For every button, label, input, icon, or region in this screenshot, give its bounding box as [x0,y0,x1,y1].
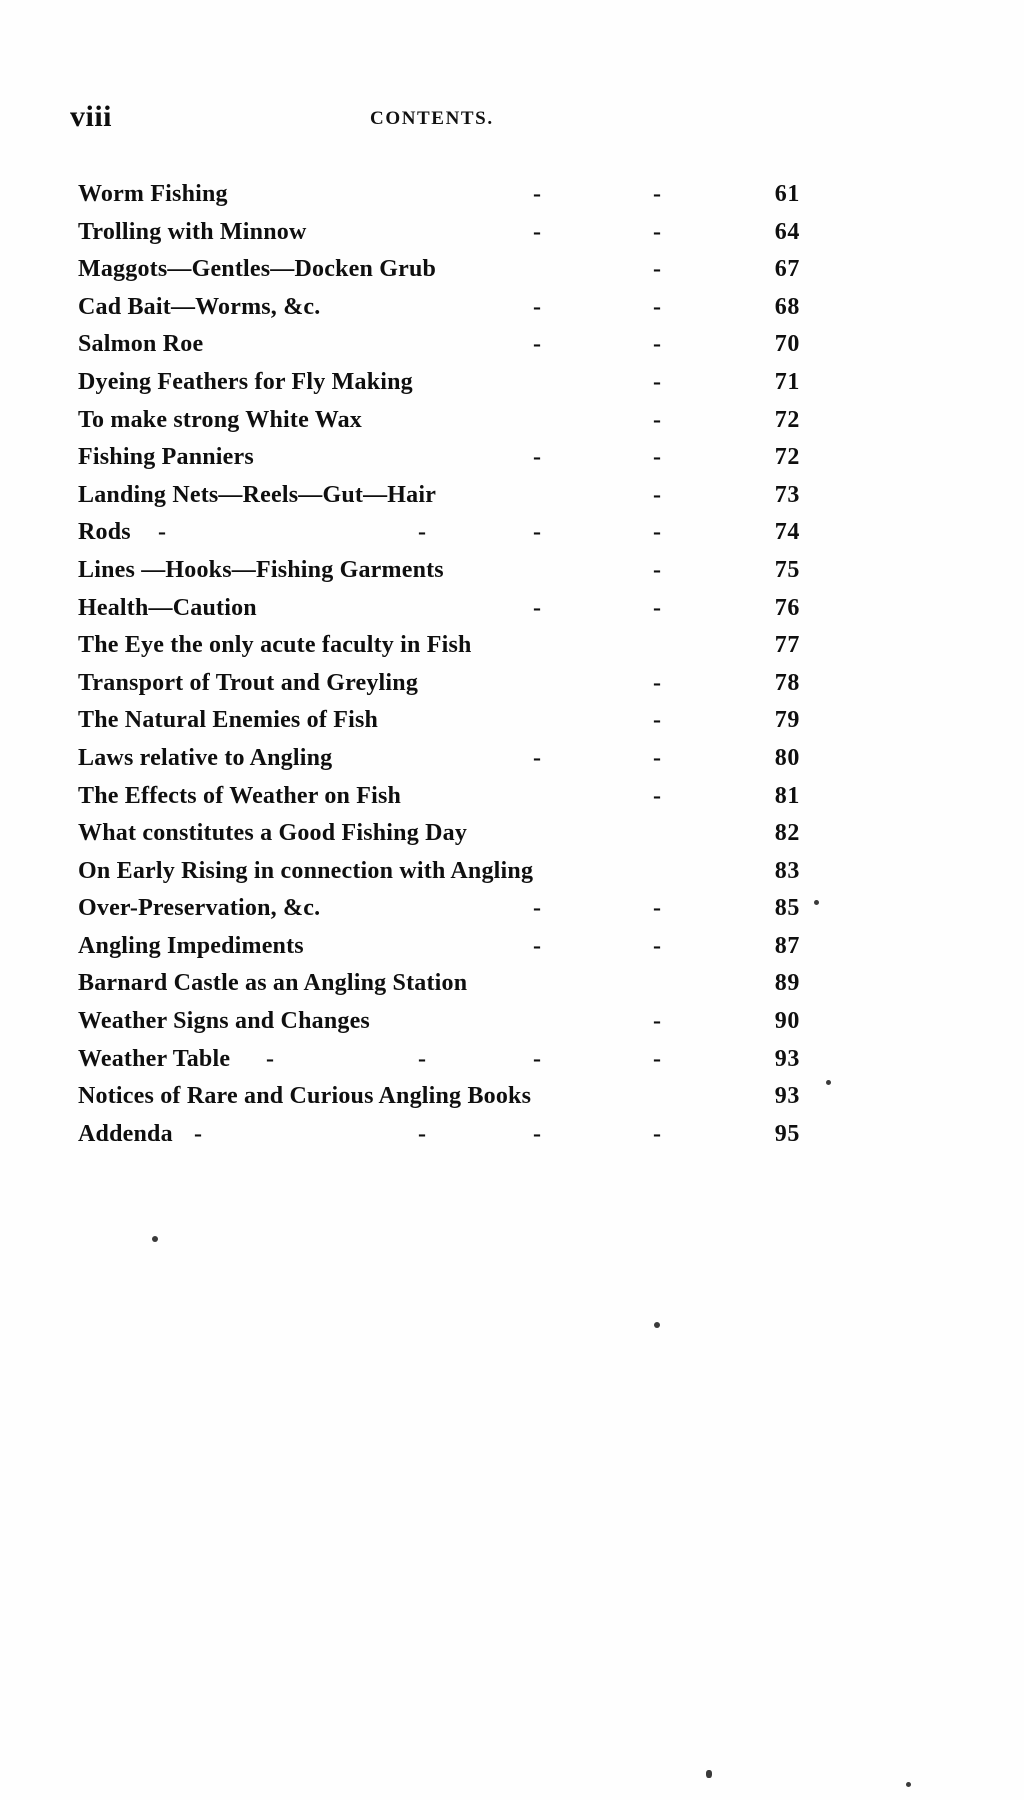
toc-entry-title: Fishing Panniers [78,444,254,471]
toc-entry[interactable] [78,439,818,477]
toc-entry-title: The Effects of Weather on Fish [78,782,402,809]
folio-number: viii [70,100,113,133]
toc-entry-page-number: 95 [774,1120,800,1147]
toc-entry[interactable] [78,364,818,402]
toc-leader-dash: - [533,1120,541,1147]
toc-leader-dash: - [533,331,541,358]
print-speck [906,1782,911,1787]
print-speck [152,1236,158,1242]
print-speck [814,900,819,905]
toc-leader-dash: - [653,744,661,771]
toc-entry-title: Cad Bait—Worms, &c. [78,293,321,320]
toc-entry-page-number: 72 [774,406,800,433]
toc-entry-page-number: 81 [774,782,800,809]
toc-entry[interactable] [78,1041,818,1079]
toc-entry-title: Worm Fishing [78,181,228,207]
toc-entry[interactable] [78,1116,818,1154]
toc-entry[interactable] [78,176,818,214]
toc-leader-dash: - [653,932,661,959]
toc-entry-title: Rods [78,519,131,546]
toc-leader-dash: - [653,895,661,922]
toc-entry-title: Weather Table [78,1045,231,1072]
toc-entry[interactable] [78,853,818,891]
toc-leader-dash: - [533,444,541,471]
toc-leader-dash: - [653,218,661,245]
toc-leader-dash: - [418,1045,426,1072]
toc-entry[interactable] [78,402,818,440]
toc-entry-page-number: 71 [774,368,800,395]
toc-entry[interactable] [78,1003,818,1041]
toc-leader-dash: - [533,1045,541,1072]
toc-entry[interactable] [78,928,818,966]
toc-leader-dash: - [653,1120,661,1147]
toc-entry[interactable] [78,251,818,289]
toc-entry-title: Landing Nets—Reels—Gut—Hair [78,481,437,508]
toc-leader-dash: - [653,594,661,621]
toc-entry-page-number: 75 [774,556,800,583]
toc-entry[interactable] [78,778,818,816]
toc-entry-title: Lines —Hooks—Fishing Garments [78,556,444,583]
toc-entry-page-number: 82 [774,820,800,847]
toc-entry[interactable] [78,740,818,778]
toc-entry-page-number: 74 [774,519,800,546]
toc-leader-dash: - [533,519,541,546]
toc-leader-dash: - [418,519,426,546]
toc-leader-dash: - [533,895,541,922]
toc-entry-title: On Early Rising in connection with Angling [78,857,534,884]
toc-entry-page-number: 72 [774,444,800,471]
toc-leader-dash: - [533,218,541,245]
toc-leader-dash: - [533,932,541,959]
toc-entry[interactable] [78,477,818,515]
toc-leader-dash: - [653,1045,661,1072]
running-head: CONTENTS. [370,108,494,129]
toc-leader-dash: - [158,519,166,546]
toc-leader-dash: - [653,406,661,433]
toc-leader-dash: - [653,519,661,546]
toc-entry-page-number: 70 [774,331,800,358]
toc-entry-page-number: 77 [774,632,800,659]
print-speck [654,1322,660,1328]
toc-leader-dash: - [653,669,661,696]
toc-leader-dash: - [653,331,661,358]
toc-entry[interactable] [78,514,818,552]
toc-leader-dash: - [653,707,661,734]
toc-entry-title: To make strong White Wax [78,406,362,433]
toc-entry-title: Salmon Roe [78,331,204,358]
toc-entry-title: Health—Caution [78,594,257,621]
toc-entry-title: Dyeing Feathers for Fly Making [78,368,413,395]
toc-leader-dash: - [533,181,541,207]
toc-entry-title: The Eye the only acute faculty in Fish [78,632,472,659]
toc-entry[interactable] [78,702,818,740]
toc-entry[interactable] [78,665,818,703]
page-header [70,100,954,140]
toc-entry-page-number: 83 [774,857,800,884]
toc-entry[interactable] [78,326,818,364]
toc-entry-page-number: 80 [774,744,800,771]
toc-entry-title: Trolling with Minnow [78,218,307,245]
toc-entry-page-number: 93 [774,1083,800,1110]
toc-entry-title: Laws relative to Angling [78,744,333,771]
toc-leader-dash: - [418,1120,426,1147]
toc-entry[interactable] [78,552,818,590]
toc-entry-page-number: 87 [774,932,800,959]
toc-entry-title: The Natural Enemies of Fish [78,707,379,734]
toc-leader-dash: - [266,1045,274,1072]
toc-entry-page-number: 64 [774,218,800,245]
toc-entry-page-number: 89 [774,970,800,997]
toc-leader-dash: - [653,782,661,809]
toc-entry-title: Addenda [78,1120,173,1147]
toc-entry-page-number: 67 [774,256,800,283]
toc-entry-title: Transport of Trout and Greyling [78,669,419,696]
toc-entry-title: Over-Preservation, &c. [78,895,321,922]
toc-entry[interactable] [78,1078,818,1116]
toc-entry-title: Angling Impediments [78,932,304,959]
toc-entry-page-number: 93 [774,1045,800,1072]
toc-leader-dash: - [653,368,661,395]
toc-entry-title: Weather Signs and Changes [78,1008,370,1035]
toc-entry[interactable] [78,289,818,327]
toc-entry-page-number: 61 [774,181,800,207]
toc-entry-page-number: 76 [774,594,800,621]
toc-entry[interactable] [78,890,818,928]
toc-leader-dash: - [653,293,661,320]
toc-leader-dash: - [653,181,661,207]
toc-entry-page-number: 78 [774,669,800,696]
toc-leader-dash: - [533,293,541,320]
toc-leader-dash: - [653,1008,661,1035]
toc-entry[interactable] [78,214,818,252]
toc-entry-page-number: 85 [774,895,800,922]
toc-entry-page-number: 90 [774,1008,800,1035]
toc-leader-dash: - [653,556,661,583]
toc-entry-page-number: 79 [774,707,800,734]
toc-leader-dash: - [653,481,661,508]
toc-entry[interactable] [78,815,818,853]
toc-leader-dash: - [533,594,541,621]
table-of-contents [78,176,818,1153]
toc-leader-dash: - [533,744,541,771]
toc-leader-dash: - [653,256,661,283]
toc-entry[interactable] [78,590,818,628]
print-speck [706,1770,712,1778]
toc-entry[interactable] [78,965,818,1003]
toc-leader-dash: - [194,1120,202,1147]
toc-entry-title: Maggots—Gentles—Docken Grub [78,256,437,283]
toc-leader-dash: - [653,444,661,471]
toc-entry-page-number: 68 [774,293,800,320]
toc-entry-title: Notices of Rare and Curious Angling Books [78,1083,532,1110]
toc-entry-title: Barnard Castle as an Angling Station [78,970,468,997]
toc-entry-title: What constitutes a Good Fishing Day [78,820,468,847]
print-speck [826,1080,831,1085]
toc-entry[interactable] [78,627,818,665]
toc-entry-page-number: 73 [774,481,800,508]
